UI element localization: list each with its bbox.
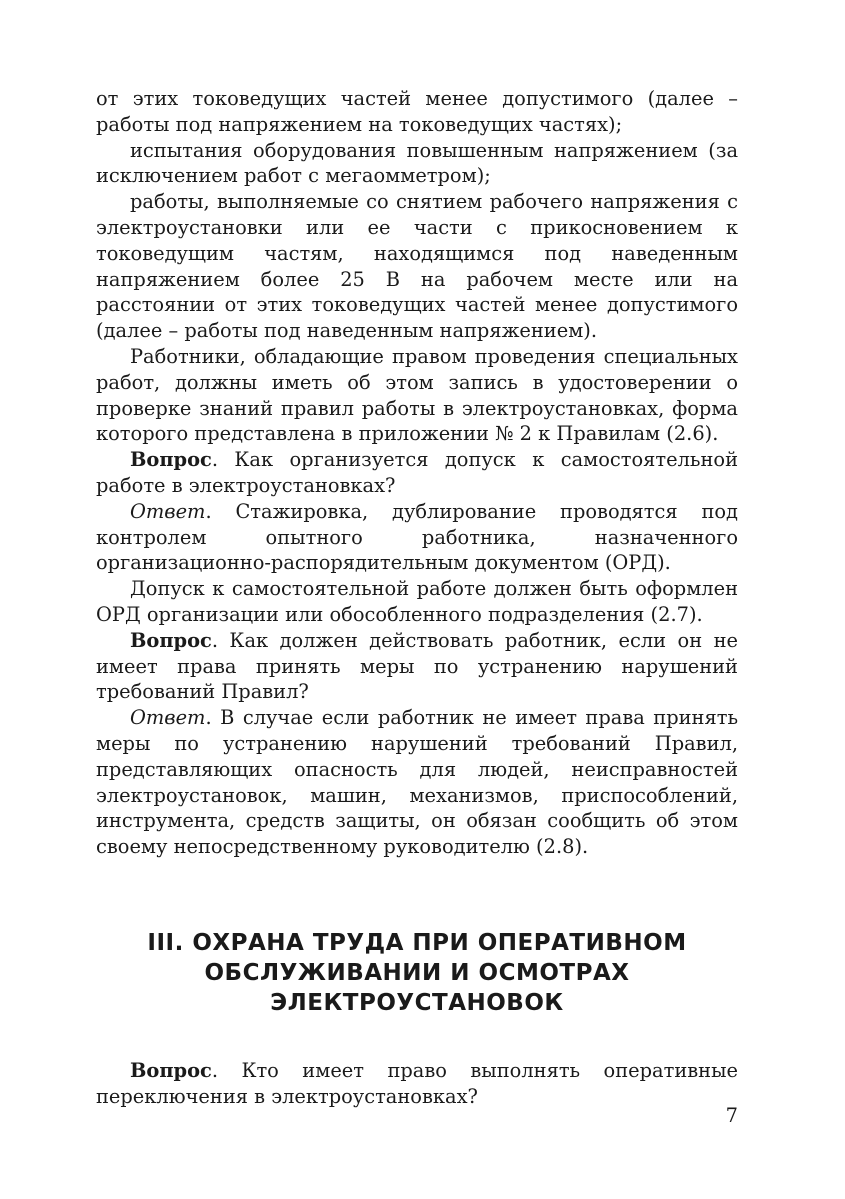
answer-1 <box>96 499 738 576</box>
question-text: . Как должен действовать работник, если он не имеет права принять меры по устранению нарушений требований Правил? <box>96 628 738 704</box>
question-label: Вопрос <box>130 448 212 472</box>
paragraph-high-voltage-tests: испытания оборудования повышенным напряжением (за исключением работ с мегаомметром); <box>96 138 738 188</box>
question-2 <box>96 628 738 705</box>
question-3 <box>96 1058 738 1110</box>
answer-label: Ответ <box>130 706 206 730</box>
section-heading <box>96 928 738 1018</box>
answer-text: . Стажировка, дублирование проводятся под контролем опытного работника, назначенного организационно-распорядительным документом (ОРД). <box>96 499 738 575</box>
page-content <box>96 86 738 1110</box>
answer-text: . В случае если работник не имеет права принять меры по устранению нарушений требований Правил, представляющих опасность для людей, неисправностей электроустановок, машин, механизмов, приспособлений, инструмента, средств защиты, он обязан сообщить об этом своему непосредственному руководителю (2.8). <box>96 706 738 859</box>
question-label: Вопрос <box>130 628 212 652</box>
question-text: . Как организуется допуск к самостоятельной работе в электроустановках? <box>96 448 738 497</box>
question-text: . Кто имеет право выполнять оперативные переключения в электроустановках? <box>96 1058 738 1108</box>
paragraph-induced-voltage-work: работы, выполняемые со снятием рабочего напряжения с электроустановки или ее части с прикосновением к токоведущим частям, находящимся под наведенным напряжением более 25 В на рабочем месте или на расстоянии от этих токоведущих частей менее допустимого (далее – работы под наведенным напряжением). <box>96 190 738 343</box>
section-heading-line-1: III. ОХРАНА ТРУДА ПРИ ОПЕРАТИВНОМ <box>147 929 687 956</box>
paragraph-admission: Допуск к самостоятельной работе должен быть оформлен ОРД организации или обособленного подразделения (2.7). <box>96 577 738 626</box>
question-label: Вопрос <box>130 1058 212 1082</box>
paragraph-special-work-rights: Работники, обладающие правом проведения специальных работ, должны иметь об этом запись в удостоверении о проверке знаний правил работы в электроустановках, форма которого представлена в приложении № 2 к Правилам (2.6). <box>96 344 738 446</box>
section-heading-line-2: ОБСЛУЖИВАНИИ И ОСМОТРАХ <box>204 959 630 986</box>
page-number: 7 <box>725 1104 738 1127</box>
answer-2 <box>96 705 738 860</box>
paragraph-continuation: от этих токоведущих частей менее допустимого (далее – работы под напряжением на токоведущих частях); <box>96 87 738 136</box>
question-1 <box>96 447 738 499</box>
section-heading-line-3: ЭЛЕКТРОУСТАНОВОК <box>270 989 564 1016</box>
answer-label: Ответ <box>130 499 206 523</box>
